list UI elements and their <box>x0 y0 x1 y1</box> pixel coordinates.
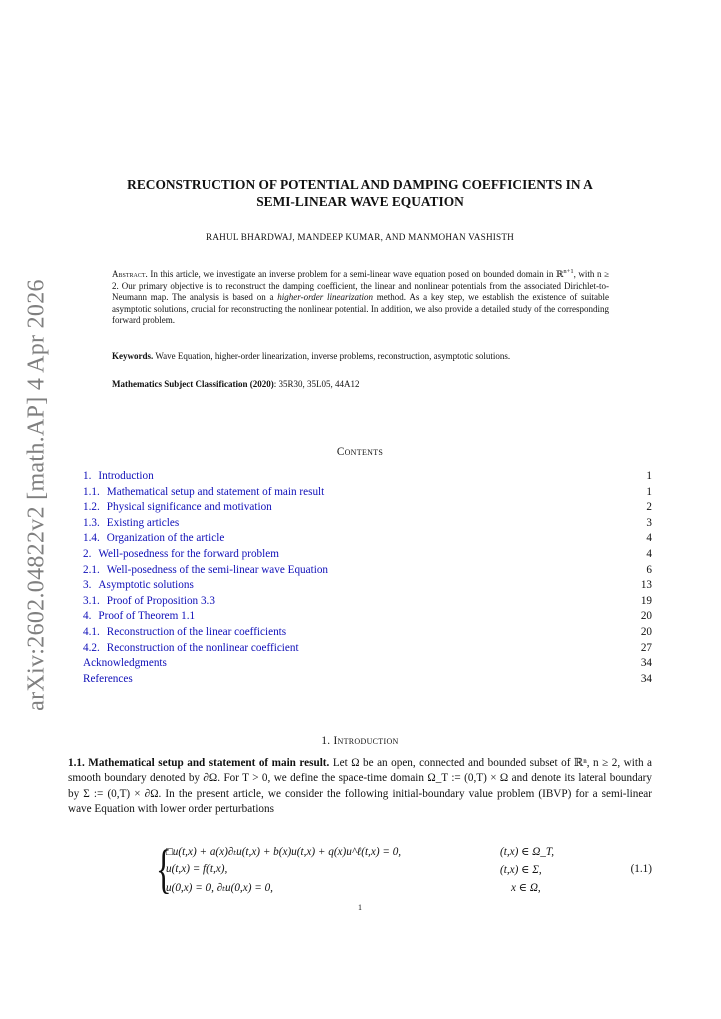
equation-brace: { <box>156 839 172 899</box>
toc-entry-label: Proof of Proposition 3.3 <box>106 594 215 607</box>
toc-entry-number: 3.1. <box>83 594 100 607</box>
table-of-contents <box>83 469 652 687</box>
toc-entry-number: 2.1. <box>83 563 100 576</box>
toc-entry[interactable] <box>83 578 652 594</box>
toc-entry-number: 4.1. <box>83 625 100 638</box>
toc-entry[interactable] <box>83 547 652 563</box>
toc-entry-label: Reconstruction of the nonlinear coefficient <box>106 641 299 654</box>
toc-entry-label: Mathematical setup and statement of main result <box>106 485 325 498</box>
toc-entry-page: 6 <box>646 563 652 576</box>
toc-entry-label: Organization of the article <box>106 532 225 545</box>
subsection-lead: 1.1. Mathematical setup and statement of main result. <box>68 757 330 769</box>
toc-entry-link[interactable] <box>83 547 279 563</box>
intro-paragraph <box>68 756 652 818</box>
intro-text: Let Ω be an open, connected and bounded subset of ℝⁿ, n ≥ 2, with a smooth boundary denoted by ∂Ω. For T > 0, we define the space-time domain Ω_T := (0,T) × Ω and denote its lateral boundary by Σ := (0,T) × ∂Ω. In the present article, we consider the following initial-boundary value problem (IBVP) for a semi-linear wave Equation with lower order perturbations <box>68 757 652 816</box>
abstract <box>112 266 609 327</box>
toc-entry-link[interactable] <box>83 531 224 547</box>
title-line-2: SEMI-LINEAR WAVE EQUATION <box>256 194 464 209</box>
toc-entry[interactable] <box>83 609 652 625</box>
msc-classification <box>112 379 609 391</box>
abstract-label: Abstract. <box>112 269 148 279</box>
page-number: 1 <box>358 903 362 912</box>
toc-entry-label: Well-posedness of the semi-linear wave Equation <box>106 563 329 576</box>
abstract-text-2: , with n ≥ 2. Our primary objective is to reconstruct the damping coefficient, the linear and nonlinear potentials from the associated Dirichlet-to-Neumann map. The analysis is based on a <box>112 269 610 303</box>
toc-entry-link[interactable] <box>83 485 324 501</box>
toc-entry[interactable] <box>83 500 652 516</box>
equation-cond-1: (t,x) ∈ Ω_T, <box>500 846 555 858</box>
toc-entry-page: 4 <box>646 547 652 560</box>
toc-entry[interactable] <box>83 625 652 641</box>
toc-entry-number: 1.3. <box>83 516 100 529</box>
toc-entry[interactable] <box>83 469 652 485</box>
toc-entry-page: 1 <box>646 485 652 498</box>
toc-entry-page: 20 <box>640 610 652 623</box>
toc-entry-link[interactable] <box>83 641 299 657</box>
keywords-label: Keywords. <box>112 351 154 361</box>
toc-entry[interactable] <box>83 594 652 610</box>
toc-entry[interactable] <box>83 531 652 547</box>
section-heading-text: 1. Introduction <box>321 735 399 747</box>
toc-entry-number: 1.1. <box>83 485 100 498</box>
toc-entry[interactable] <box>83 485 652 501</box>
toc-entry-page: 20 <box>640 625 652 638</box>
toc-entry-label: Physical significance and motivation <box>106 501 272 514</box>
toc-entry-number: 1.2. <box>83 501 100 514</box>
toc-entry-link[interactable] <box>83 469 154 485</box>
toc-entry-link[interactable] <box>83 625 286 641</box>
toc-entry-page: 34 <box>640 657 652 670</box>
toc-entry-link[interactable] <box>83 516 179 532</box>
toc-entry-label: Introduction <box>98 470 154 482</box>
toc-entry-page: 1 <box>646 470 652 482</box>
equation-number: (1.1) <box>630 863 652 875</box>
msc-text: : 35R30, 35L05, 44A12 <box>273 379 360 389</box>
equation-cond-2: (t,x) ∈ Σ, <box>500 864 542 876</box>
abstract-text-3: method. As a key step, we establish the existence of suitable asymptotic solutions, crucial for reconstructing the nonlinear potential. In addition, we also provide a detailed study of the corresponding forward problem. <box>112 292 609 326</box>
equation-1-1 <box>156 839 656 899</box>
toc-entry-number: 3. <box>83 579 92 592</box>
title-line-1: RECONSTRUCTION OF POTENTIAL AND DAMPING COEFFICIENTS IN A <box>127 177 593 192</box>
toc-entry-link[interactable] <box>83 656 167 672</box>
abstract-emphasis: higher-order linearization <box>277 292 374 303</box>
toc-entry[interactable] <box>83 672 652 688</box>
equation-row-3: u(0,x) = 0, ∂ₜu(0,x) = 0, <box>166 882 273 894</box>
toc-entry-label: Asymptotic solutions <box>98 579 194 592</box>
equation-row-2: u(t,x) = f(t,x), <box>166 863 228 875</box>
toc-entry-number: 4. <box>83 610 92 623</box>
toc-entry-label: Acknowledgments <box>83 657 167 670</box>
toc-entry[interactable] <box>83 656 652 672</box>
toc-entry[interactable] <box>83 516 652 532</box>
toc-entry-page: 34 <box>640 672 652 685</box>
toc-entry-link[interactable] <box>83 563 328 579</box>
arxiv-stamp <box>14 279 60 711</box>
toc-entry-page: 4 <box>646 532 652 545</box>
authors: RAHUL BHARDWAJ, MANDEEP KUMAR, AND MANMOHAN VASHISTH <box>206 232 514 242</box>
msc-label: Mathematics Subject Classification (2020) <box>112 379 274 389</box>
keywords <box>112 351 609 363</box>
toc-entry[interactable] <box>83 641 652 657</box>
toc-entry-number: 2. <box>83 547 92 560</box>
toc-entry-page: 2 <box>646 501 652 514</box>
toc-entry-link[interactable] <box>83 594 215 610</box>
section-heading <box>70 735 650 747</box>
toc-entry-label: Existing articles <box>106 516 180 529</box>
toc-entry-page: 13 <box>640 579 652 592</box>
arxiv-stamp-text: arXiv:2602.04822v2 [math.AP] 4 Apr 2026 <box>23 279 50 711</box>
toc-entry-number: 1.4. <box>83 532 100 545</box>
toc-entry-page: 27 <box>640 641 652 654</box>
toc-entry-page: 19 <box>640 594 652 607</box>
toc-entry-link[interactable] <box>83 672 133 688</box>
toc-entry-page: 3 <box>646 516 652 529</box>
keywords-text: Wave Equation, higher-order linearization, inverse problems, reconstruction, asymptotic solutions. <box>155 351 511 361</box>
equation-cond-3: x ∈ Ω, <box>511 882 541 894</box>
toc-entry-link[interactable] <box>83 609 195 625</box>
toc-entry-link[interactable] <box>83 578 194 594</box>
toc-entry-number: 4.2. <box>83 641 100 654</box>
contents-heading: Contents <box>336 446 384 458</box>
paper-title <box>70 176 650 210</box>
abstract-text-1: In this article, we investigate an inverse problem for a semi-linear wave equation posed on bounded domain in ℝ <box>150 269 564 279</box>
equation-row-1: □u(t,x) + a(x)∂ₜu(t,x) + b(x)u(t,x) + q(x)u^ℓ(t,x) = 0, <box>166 846 402 858</box>
toc-entry-number: 1. <box>83 470 92 482</box>
toc-entry[interactable] <box>83 563 652 579</box>
toc-entry-label: Reconstruction of the linear coefficients <box>106 625 287 638</box>
toc-entry-label: References <box>83 672 133 685</box>
toc-entry-link[interactable] <box>83 500 272 516</box>
abstract-sup: n+1 <box>563 268 574 275</box>
toc-entry-label: Well-posedness for the forward problem <box>98 547 279 560</box>
toc-entry-label: Proof of Theorem 1.1 <box>98 610 196 623</box>
